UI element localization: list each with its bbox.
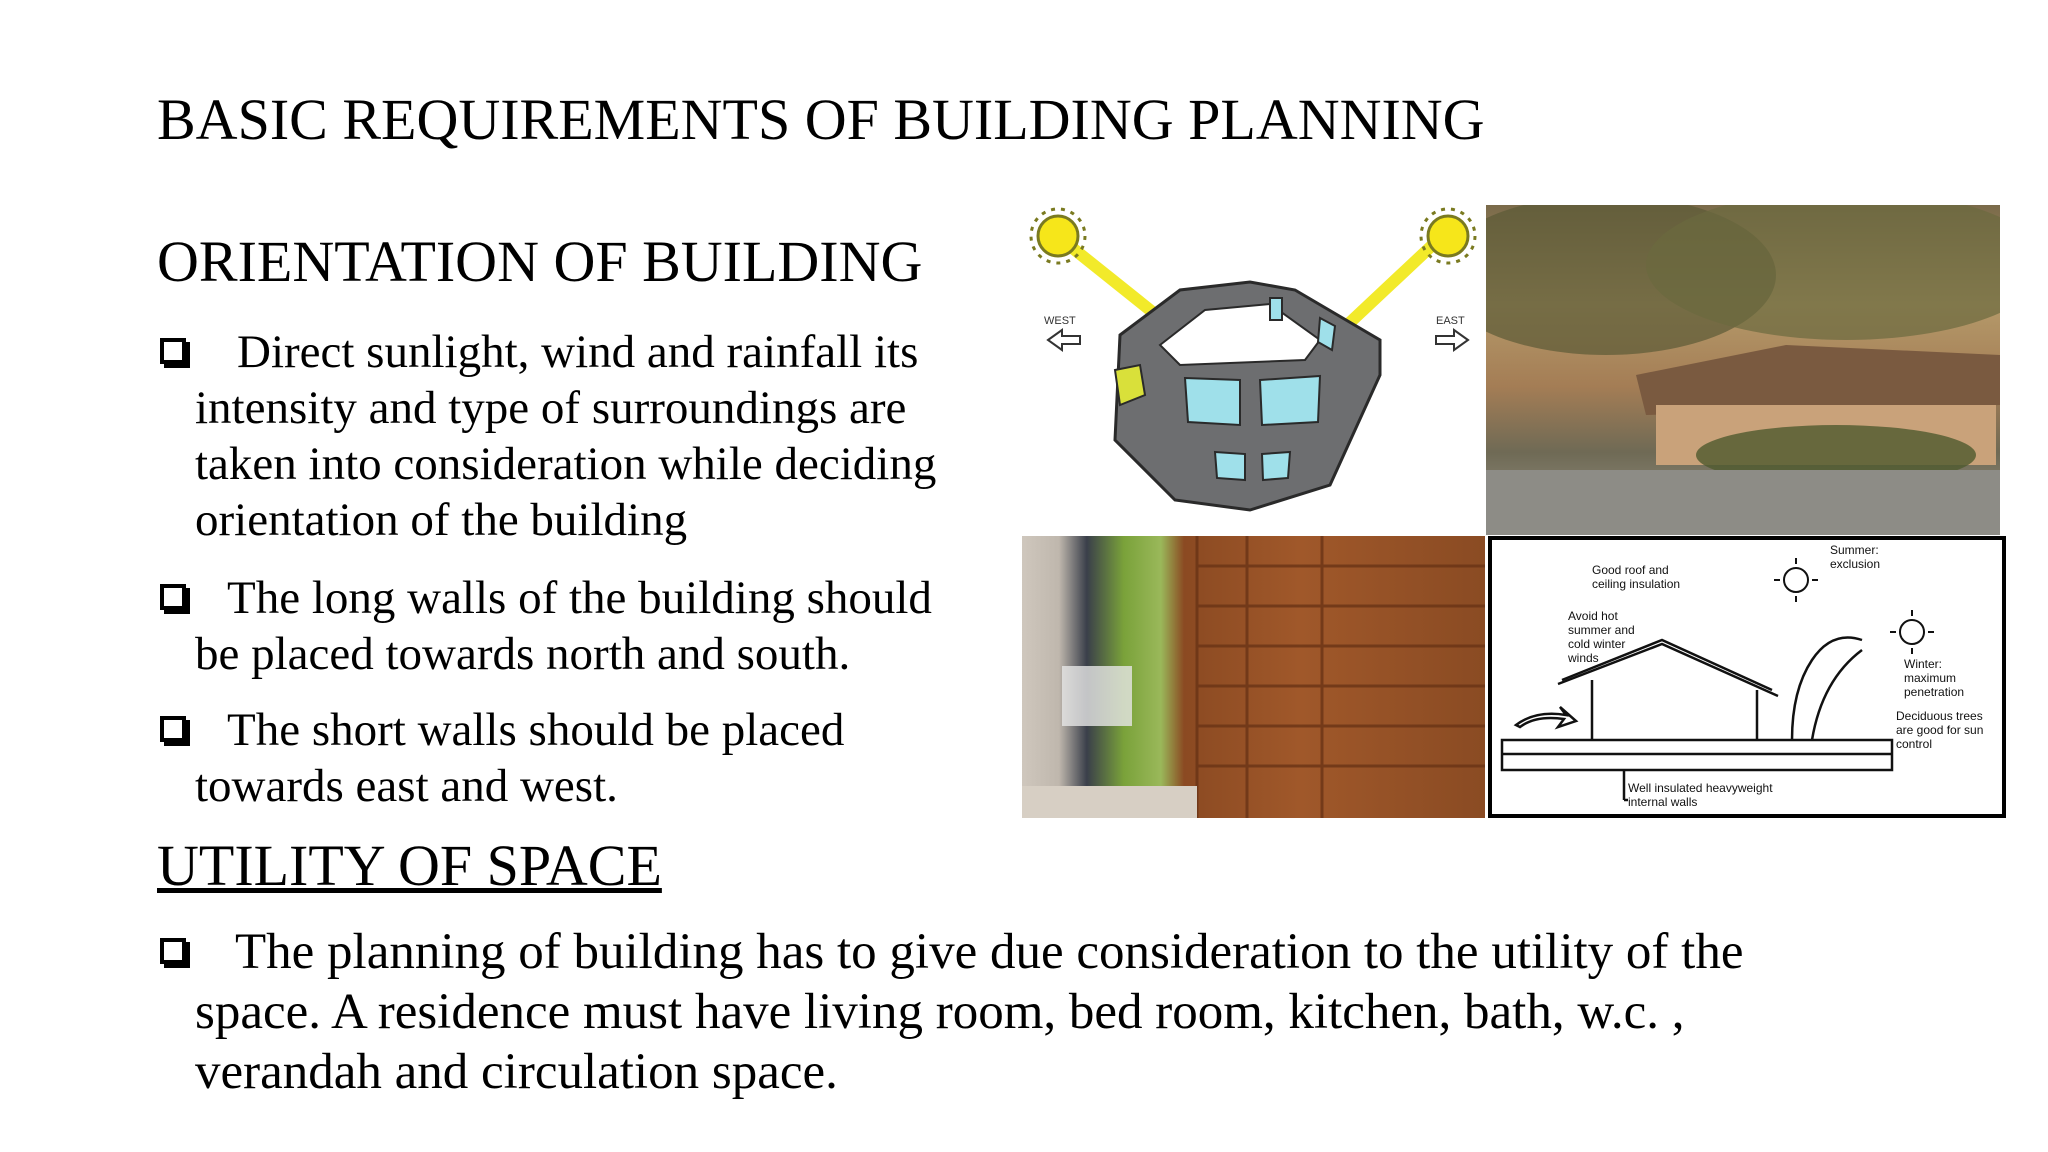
label-roof: ceiling insulation	[1592, 577, 1681, 591]
label-trees: Deciduous trees	[1896, 709, 1983, 723]
east-arrow-icon	[1436, 330, 1468, 350]
east-label: EAST	[1436, 315, 1465, 327]
label-walls: internal walls	[1628, 795, 1698, 809]
bullet-line: The long walls of the building should	[227, 572, 932, 624]
bullet-line: Direct sunlight, wind and rainfall its	[237, 326, 919, 378]
bullet-sunlight	[157, 324, 936, 548]
orientation-diagram-image	[1020, 200, 1485, 530]
sun-ray	[1060, 238, 1160, 318]
house-section-sketch	[1502, 638, 1892, 801]
section-heading-utility: UTILITY OF SPACE	[157, 833, 662, 898]
label-summer: Summer:	[1830, 543, 1879, 557]
west-label: WEST	[1044, 315, 1076, 327]
checkbox-bullet-icon	[160, 584, 186, 610]
section-heading-orientation: ORIENTATION OF BUILDING	[157, 229, 923, 294]
bullet-line: verandah and circulation space.	[195, 1044, 838, 1100]
slide-title: BASIC REQUIREMENTS OF BUILDING PLANNING	[157, 87, 1485, 152]
label-summer: exclusion	[1830, 557, 1881, 571]
label-avoid: summer and	[1568, 623, 1635, 637]
label-roof: Good roof and	[1592, 563, 1669, 577]
bullet-line: The planning of building has to give due consideration to the utility of the	[235, 924, 1744, 980]
checkbox-bullet-icon	[160, 938, 186, 964]
bullet-line: be placed towards north and south.	[195, 628, 851, 680]
checkbox-bullet-icon	[160, 716, 186, 742]
bullet-line: towards east and west.	[195, 760, 618, 812]
bullet-utility	[157, 922, 1743, 1102]
sun-icon	[1890, 610, 1934, 654]
label-winter: Winter:	[1904, 657, 1943, 671]
sun-icon	[1421, 209, 1475, 263]
label-walls: Well insulated heavyweight	[1628, 781, 1773, 795]
house-photo-image	[1486, 205, 2000, 535]
label-winter: penetration	[1904, 685, 1965, 699]
label-avoid: Avoid hot	[1568, 609, 1618, 623]
label-trees: control	[1896, 737, 1933, 751]
label-winter: maximum	[1904, 671, 1957, 685]
interior-louvers-image	[1022, 536, 1485, 818]
bullet-line: intensity and type of surroundings are	[195, 382, 907, 434]
passive-design-sketch-image	[1488, 536, 2006, 818]
bullet-line: space. A residence must have living room, bed room, kitchen, bath, w.c. ,	[195, 984, 1685, 1040]
bullet-line: orientation of the building	[195, 494, 688, 546]
bullet-long-walls	[157, 570, 932, 682]
bullet-line: taken into consideration while deciding	[195, 438, 937, 490]
west-arrow-icon	[1048, 330, 1080, 350]
building-sketch	[1115, 282, 1380, 510]
bullet-short-walls	[157, 702, 844, 814]
label-avoid: cold winter	[1568, 637, 1626, 651]
label-avoid: winds	[1568, 651, 1599, 665]
checkbox-bullet-icon	[160, 338, 186, 364]
sun-icon	[1774, 558, 1818, 602]
bullet-line: The short walls should be placed	[227, 704, 845, 756]
label-trees: are good for sun	[1896, 723, 1984, 737]
sun-icon	[1031, 209, 1085, 263]
